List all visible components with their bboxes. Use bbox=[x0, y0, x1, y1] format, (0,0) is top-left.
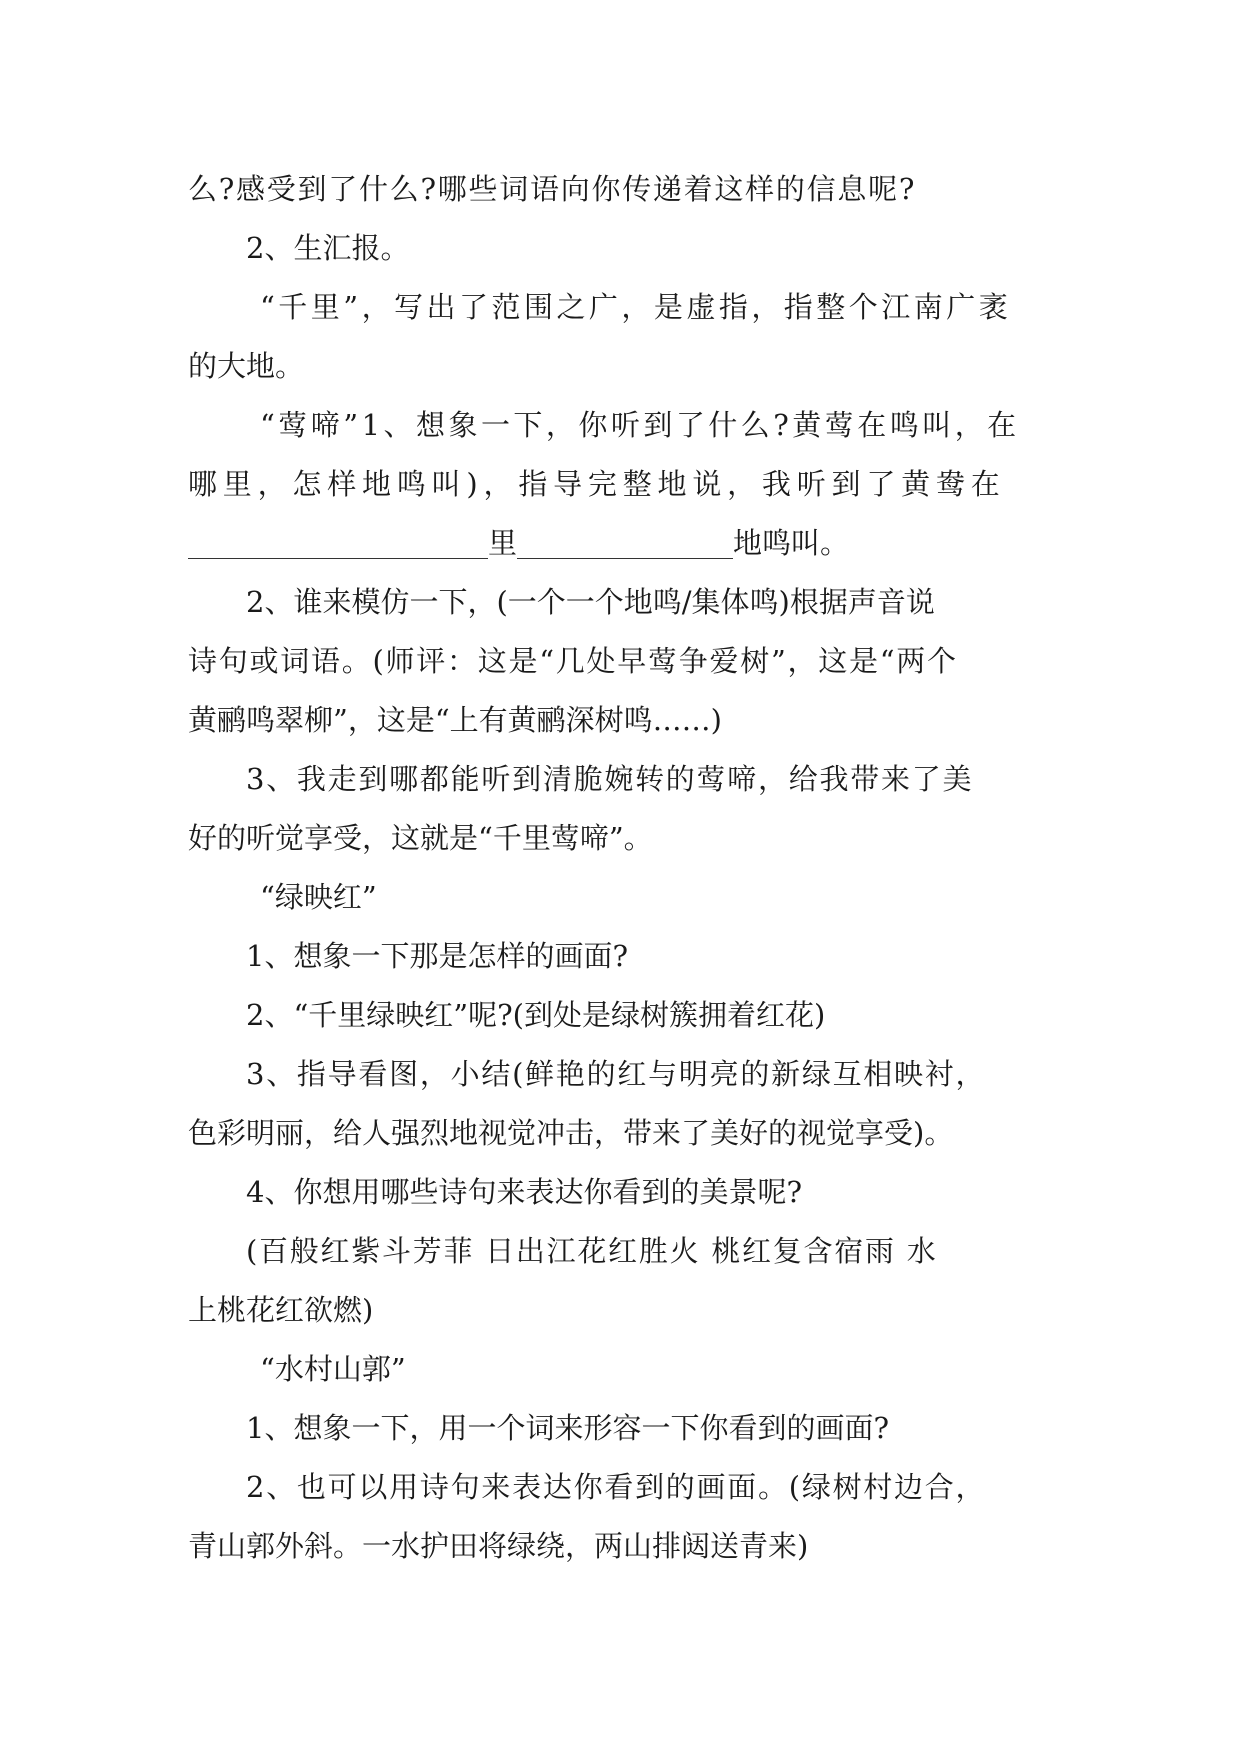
paragraph-line: 黄鹂鸣翠柳”，这是“上有黄鹂深树鸣……) bbox=[188, 703, 722, 737]
paragraph-line: 好的听觉享受，这就是“千里莺啼”。 bbox=[188, 821, 653, 855]
paragraph-line: 1、想象一下那是怎样的画面? bbox=[246, 939, 628, 973]
paragraph-line: 的大地。 bbox=[188, 349, 305, 383]
paragraph-line: 色彩明丽，给人强烈地视觉冲击，带来了美好的视觉享受)。 bbox=[188, 1116, 954, 1150]
document-body bbox=[188, 160, 1068, 1576]
blank-connector-text: 里 bbox=[488, 526, 518, 560]
paragraph-line: 么?感受到了什么?哪些词语向你传递着这样的信息呢? bbox=[188, 172, 917, 206]
paragraph-line: 3、我走到哪都能听到清脆婉转的莺啼，给我带来了美 bbox=[246, 762, 974, 796]
section-heading: “水村山郭” bbox=[260, 1352, 406, 1386]
paragraph-line: 4、你想用哪些诗句来表达你看到的美景呢? bbox=[246, 1175, 802, 1209]
answer-blank bbox=[188, 522, 488, 559]
answer-blank bbox=[517, 522, 733, 559]
fill-in-blank-line bbox=[188, 514, 1068, 573]
paragraph-line: 2、生汇报。 bbox=[246, 231, 410, 265]
blank-ending-text: 地鸣叫。 bbox=[733, 526, 850, 560]
section-heading: “绿映红” bbox=[260, 880, 377, 914]
paragraph-line: (百般红紫斗芳菲 日出江花红胜火 桃红复含宿雨 水 bbox=[246, 1234, 938, 1268]
paragraph-line: 2、也可以用诗句来表达你看到的画面。(绿树村边合， bbox=[246, 1470, 987, 1504]
paragraph-line: 哪里，怎样地鸣叫)，指导完整地说，我听到了黄鸯在 bbox=[188, 467, 1006, 501]
paragraph-line: “千里”，写出了范围之广，是虚指，指整个江南广袤 bbox=[260, 290, 1012, 324]
paragraph-line: 1、想象一下，用一个词来形容一下你看到的画面? bbox=[246, 1411, 889, 1445]
paragraph-line: 2、谁来模仿一下，(一个一个地鸣/集体鸣)根据声音说 bbox=[246, 585, 935, 619]
paragraph-line: 上桃花红欲燃) bbox=[188, 1293, 374, 1327]
paragraph-line: 3、指导看图，小结(鲜艳的红与明亮的新绿互相映衬， bbox=[246, 1057, 987, 1091]
paragraph-line: “莺啼”1、想象一下，你听到了什么?黄莺在鸣叫，在 bbox=[260, 408, 1020, 442]
paragraph-line: 诗句或词语。(师评：这是“几处早莺争爱树”，这是“两个 bbox=[188, 644, 958, 678]
paragraph-line: 2、“千里绿映红”呢?(到处是绿树簇拥着红花) bbox=[246, 998, 826, 1032]
paragraph-line: 青山郭外斜。一水护田将绿绕，两山排闼送青来) bbox=[188, 1529, 809, 1563]
